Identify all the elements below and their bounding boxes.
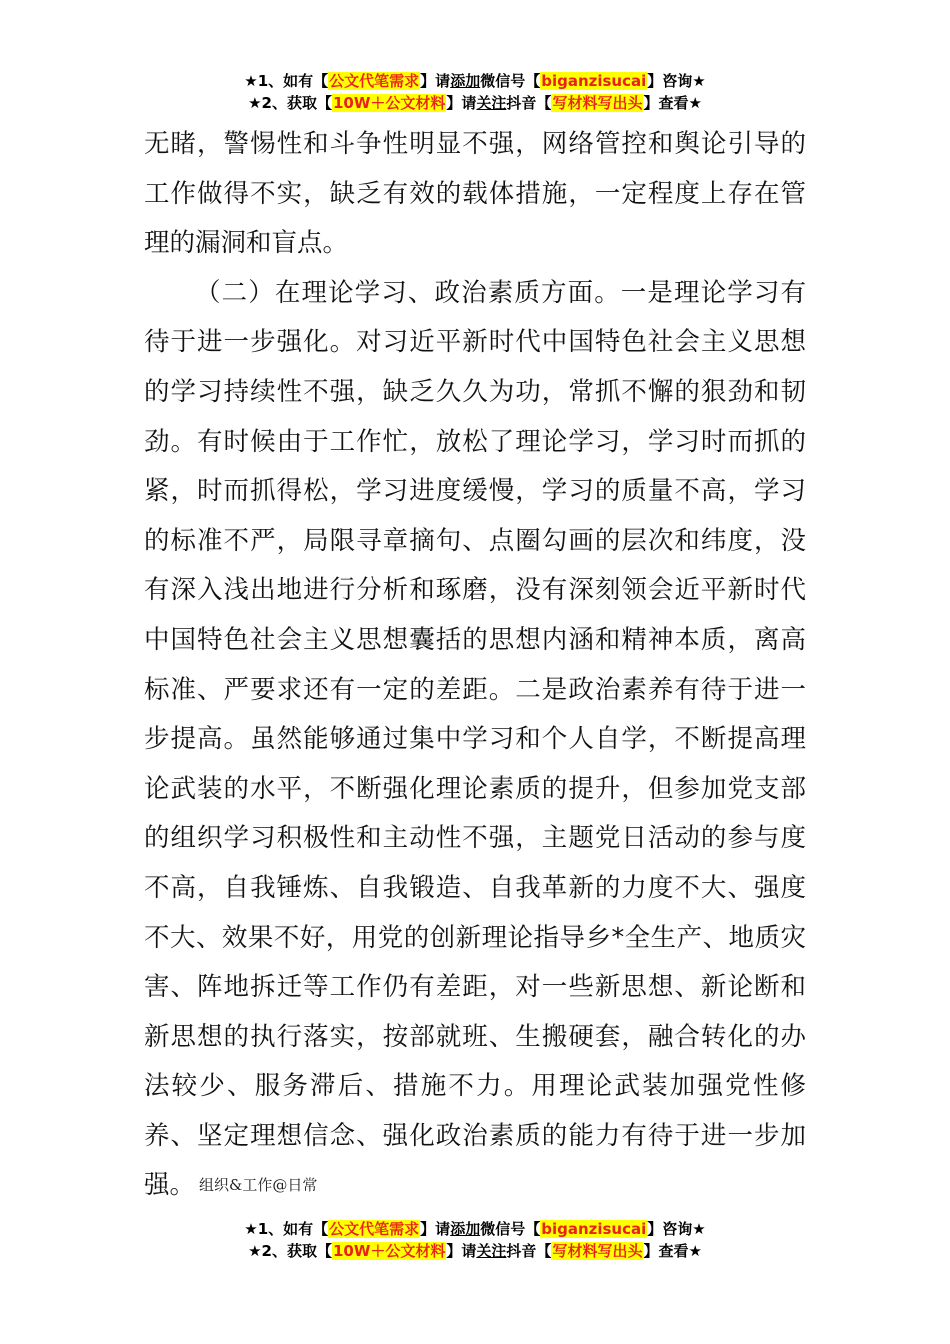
banner-text: 微信号【 [480, 1220, 541, 1238]
banner-line-2 [0, 1240, 950, 1262]
highlight-douyin-account: 写材料写出头 [552, 94, 643, 112]
banner-text: 抖音【 [506, 94, 552, 112]
underlined-follow: 关注 [476, 1242, 507, 1260]
underlined-follow: 关注 [476, 94, 507, 112]
underlined-add: 添加 [450, 1220, 481, 1238]
banner-line-1 [0, 70, 950, 92]
banner-text: 】咨询★ [647, 1220, 706, 1238]
banner-text: 】咨询★ [647, 72, 706, 90]
paragraph-section-two [144, 269, 806, 1211]
paragraph-continuation: 无睹，警惕性和斗争性明显不强，网络管控和舆论引导的工作做得不实，缺乏有效的载体措施，一定程度上存在管理的漏洞和盲点。 [144, 129, 806, 259]
banner-text: ★2、获取【 [248, 94, 332, 112]
banner-text: ★2、获取【 [248, 1242, 332, 1260]
banner-text: 抖音【 [506, 1242, 552, 1260]
header-banner [0, 70, 950, 114]
highlight-wechat-id: biganzisucai [541, 1220, 647, 1238]
paragraph-text: （二）在理论学习、政治素质方面。一是理论学习有待于进一步强化。对习近平新时代中国特色社会主义思想的学习持续性不强，缺乏久久为功，常抓不懈的狠劲和韧劲。有时候由于工作忙，放松了理论学习，学习时而抓的紧，时而抓得松，学习进度缓慢，学习的质量不高，学习的标准不严，局限寻章摘句、点圈勾画的层次和纬度，没有深入浅出地进行分析和琢磨，没有深刻领会近平新时代中国特色社会主义思想囊括的思想内涵和精神本质，离高标准、严要求还有一定的差距。二是政治素养有待于进一步提高。虽然能够通过集中学习和个人自学，不断提高理论武装的水平，不断强化理论素质的提升，但参加党支部的组织学习积极性和主动性不强，主题党日活动的参与度不高，自我锤炼、自我锻造、自我革新的力度不大、强度不大、效果不好，用党的创新理论指导乡*全生产、地质灾害、阵地拆迁等工作仍有差距，对一些新思想、新论断和新思想的执行落实，按部就班、生搬硬套，融合转化的办法较少、服务滞后、措施不力。用理论武装加强党性修养、坚定理想信念、强化政治素质的能力有待于进一步加强。 [144, 277, 806, 1201]
banner-text: 】查看★ [643, 1242, 702, 1260]
banner-text: 】请 [420, 1220, 451, 1238]
banner-text: 】请 [446, 94, 477, 112]
banner-line-1 [0, 1218, 950, 1240]
highlight-materials: 10W＋公文材料 [332, 1242, 446, 1260]
banner-text: 】请 [420, 72, 451, 90]
highlight-request: 公文代笔需求 [329, 1220, 420, 1238]
footer-banner [0, 1218, 950, 1262]
banner-text: 】查看★ [643, 94, 702, 112]
watermark-text: 组织&工作@日常 [199, 1176, 318, 1195]
underlined-add: 添加 [450, 72, 481, 90]
document-body [144, 120, 806, 1211]
highlight-douyin-account: 写材料写出头 [552, 1242, 643, 1260]
banner-line-2 [0, 92, 950, 114]
banner-text: 】请 [446, 1242, 477, 1260]
highlight-materials: 10W＋公文材料 [332, 94, 446, 112]
highlight-wechat-id: biganzisucai [541, 72, 647, 90]
banner-text: ★1、如有【 [244, 1220, 329, 1238]
banner-text: 微信号【 [480, 72, 541, 90]
banner-text: ★1、如有【 [244, 72, 329, 90]
highlight-request: 公文代笔需求 [329, 72, 420, 90]
